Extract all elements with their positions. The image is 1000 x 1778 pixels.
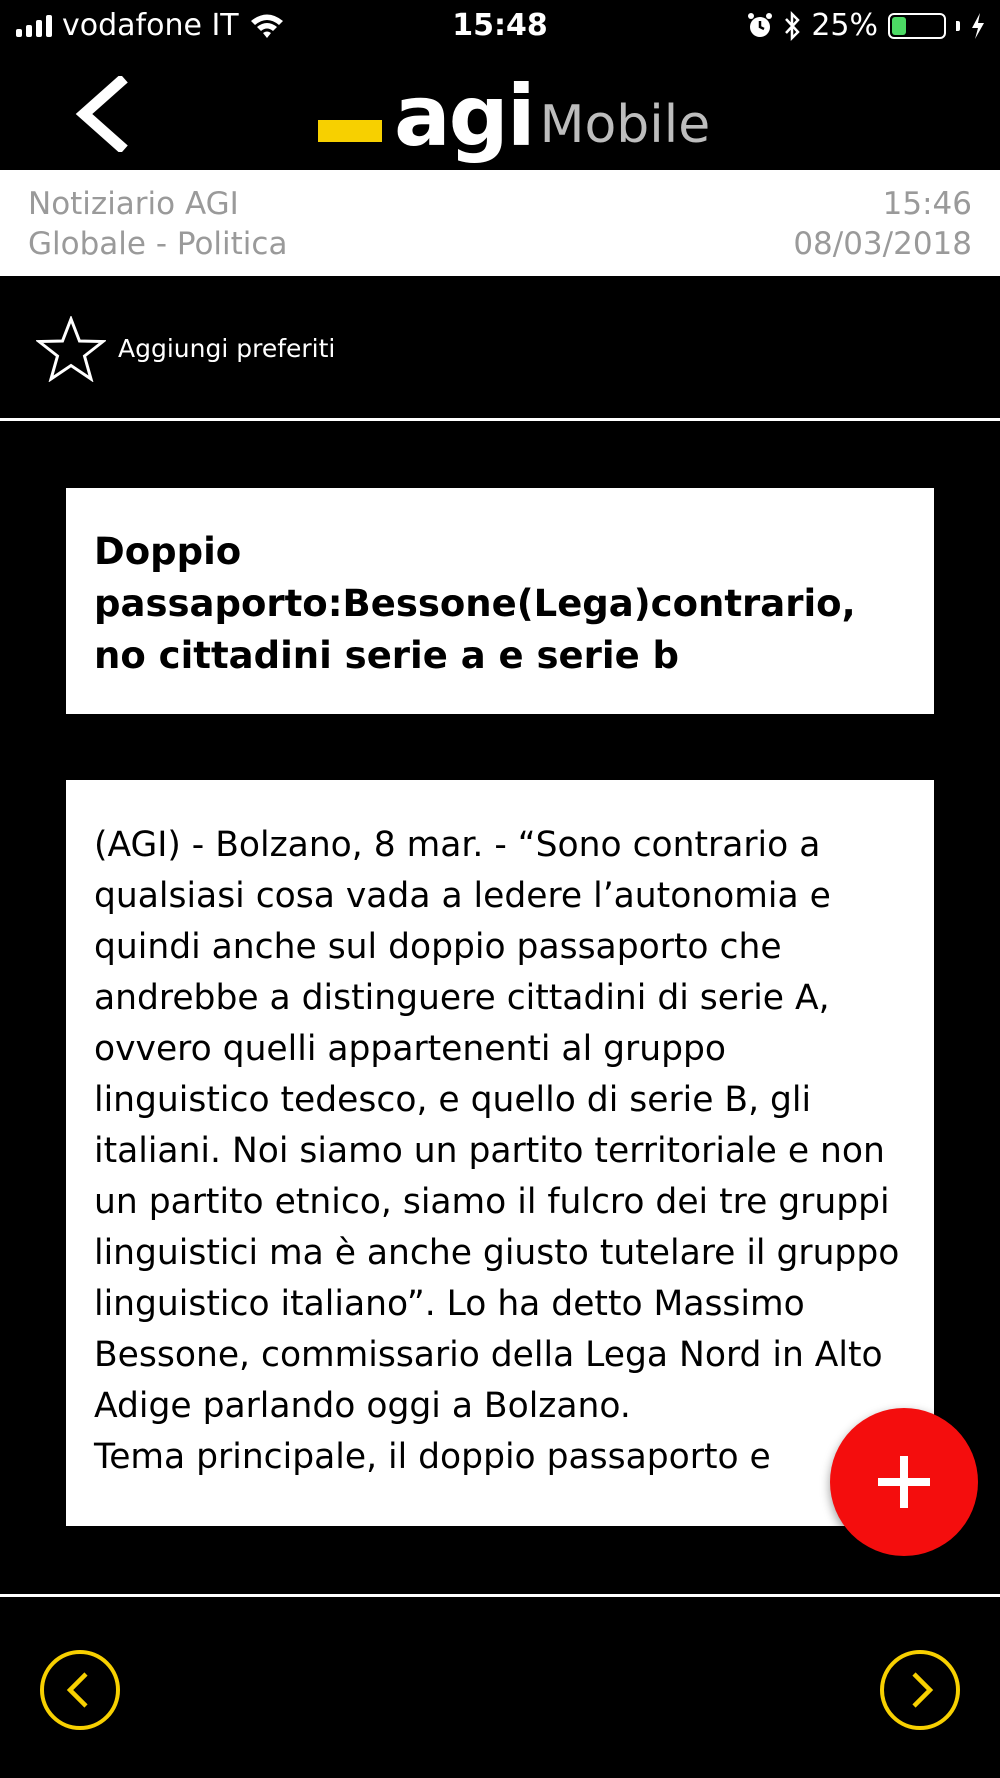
logo-mobile-text: Mobile [539, 95, 711, 155]
meta-time: 15:46 [882, 186, 972, 222]
meta-right [793, 184, 972, 264]
carrier-name: vodafone IT [62, 8, 239, 43]
meta-source: Notiziario AGI [28, 186, 239, 222]
logo-agi-text: agi [394, 67, 534, 165]
charging-icon [970, 12, 986, 40]
article-body: (AGI) - Bolzano, 8 mar. - “Sono contrario a qualsiasi cosa vada a ledere l’autonomia e quindi anche sul doppio passaporto che andrebbe a distinguere cittadini di serie A, ovvero quelli appartenenti al gruppo linguistico tedesco, e quello di serie B, gli italiani. Noi siamo un partito territoriale e non un partito etnico, siamo il fulcro dei tre gruppi linguistici ma è anche giusto tutelare il gruppo linguistico italiano”. Lo ha detto Massimo Bessone, commissario della Lega Nord in Alto Adige parlando oggi a Bolzano. Tema principale, il doppio passaporto e [94, 825, 900, 1477]
add-fab-button[interactable] [830, 1408, 978, 1556]
meta-left [28, 184, 287, 264]
circle-chevron-left-icon [42, 1652, 118, 1728]
agi-mobile-logo [318, 64, 710, 164]
status-right [747, 8, 986, 43]
add-favorites-button[interactable] [0, 276, 1000, 418]
star-outline-icon [36, 316, 106, 382]
alarm-icon [747, 12, 773, 40]
battery-icon [888, 13, 946, 39]
article-meta-bar [0, 170, 1000, 276]
status-time: 15:48 [452, 8, 548, 43]
circle-chevron-right-icon [882, 1652, 958, 1728]
status-bar [0, 0, 1000, 56]
logo-yellow-bar [318, 120, 382, 142]
app-header [0, 56, 1000, 170]
back-chevron-icon[interactable] [70, 76, 140, 152]
battery-nub [956, 21, 960, 31]
previous-article-button[interactable] [38, 1648, 122, 1732]
meta-date: 08/03/2018 [793, 226, 972, 262]
battery-fill [892, 17, 906, 35]
plus-icon [876, 1454, 932, 1510]
divider [0, 1594, 1000, 1597]
add-favorites-label: Aggiungi preferiti [118, 334, 336, 363]
divider [0, 418, 1000, 421]
article-title: Doppio passaporto:Bessone(Lega)contrario, no cittadini serie a e serie b [94, 530, 856, 677]
article-body-card[interactable] [66, 780, 934, 1526]
meta-category: Globale - Politica [28, 226, 288, 262]
bluetooth-icon [783, 11, 801, 41]
battery-percent: 25% [811, 8, 878, 43]
article-title-card [66, 488, 934, 714]
next-article-button[interactable] [878, 1648, 962, 1732]
